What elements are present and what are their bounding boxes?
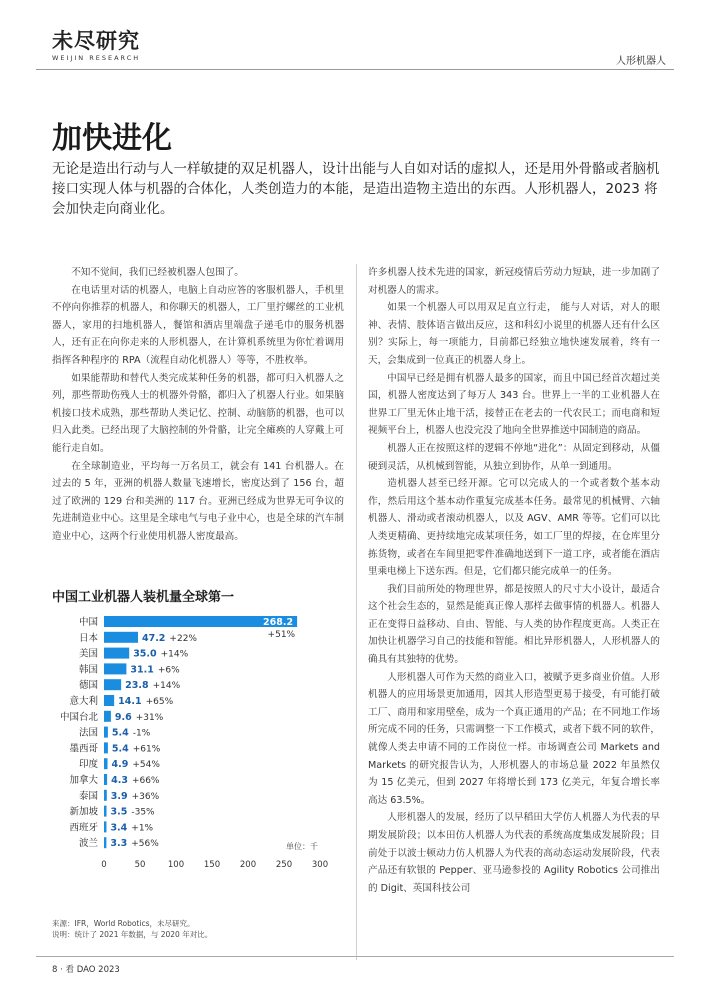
bar xyxy=(104,648,129,659)
growth-label: -1% xyxy=(132,728,151,739)
column-divider xyxy=(356,264,357,960)
bar xyxy=(104,679,121,690)
lead-paragraph: 无论是造出行动与人一样敏捷的双足机器人，设计出能与人自如对话的虚拟人，还是用外骨骼或者脑机接口实现人体与机器的合体化，人类创造力的本能，是造出造物主造出的东西。人形机器人，2023 将会加快走向商业化。 xyxy=(52,161,660,217)
growth-label: +14% xyxy=(152,681,181,692)
right-paragraph-8: 人形机器人的发展，经历了以早稻田大学仿人机器人为代表的早期发展阶段；以本田仿人机器人为代表的系统高度集成发展阶段；目前处于以波士顿动力仿人机器人为代表的高动态运动发展阶段，代表产品还有软银的 Pepper、亚马逊参投的 Agility Robotics 公司推出的 Digit、英国科技公司 xyxy=(368,812,660,894)
bar xyxy=(104,821,106,832)
left-paragraph-1: 不知不觉间，我们已经被机器人包围了。 xyxy=(71,267,244,278)
header-divider xyxy=(36,69,674,70)
page-footer: 8 · 看 DAO 2023 xyxy=(52,965,120,975)
page-title: 加快进化 xyxy=(52,121,172,156)
right-paragraph-6: 我们目前所处的物理世界，都是按照人的尺寸大小设计，最适合这个社会生态的，显然是能真正像人那样去做事情的机器人。机器人正在变得日益移动、自由、智能、与人类的协作程度更高。人类正在加快让机器学习自己的技能和智能。相比异形机器人，人形机器人的确具有其独特的优势。 xyxy=(368,583,660,666)
bar xyxy=(104,695,114,706)
left-paragraph-2: 在电话里对话的机器人，电脑上自动应答的客服机器人，手机里不停向你推荐的机器人，和你聊天的机器人，工厂里拧螺丝的工业机器人，家用的扫地机器人，餐馆和酒店里端盘子递毛巾的服务机器人，还有正在向你走来的人形机器人，在计算机系统里为你忙着调用指挥各种程序的 RPA（流程自动化机器人）等等，不胜枚举。 xyxy=(52,284,344,366)
growth-label: +1% xyxy=(131,823,154,834)
growth-label: +56% xyxy=(131,839,159,850)
chart-source-note: 来源：IFR，World Robotics，未尽研究。 xyxy=(52,919,195,928)
category-label: 意大利 xyxy=(69,696,98,707)
right-column xyxy=(368,264,660,897)
x-tick-label: 100 xyxy=(167,860,185,870)
value-label: 3.5 xyxy=(110,806,128,818)
value-label: 3.9 xyxy=(110,790,128,802)
growth-label: +65% xyxy=(145,697,174,707)
growth-label: +31% xyxy=(135,712,164,723)
category-label: 泰国 xyxy=(78,790,98,802)
growth-label: +36% xyxy=(131,791,160,802)
value-label: 23.8 xyxy=(125,680,149,692)
value-label: 4.3 xyxy=(111,775,128,786)
bar xyxy=(104,727,108,738)
growth-label: +6% xyxy=(157,665,180,676)
section-label: 人形机器人 xyxy=(616,56,666,67)
growth-label: +22% xyxy=(169,633,197,644)
value-label: 5.4 xyxy=(111,743,129,755)
logo-english-text: WEIJIN RESEARCH xyxy=(52,54,141,62)
left-column xyxy=(52,264,344,546)
bar xyxy=(104,790,107,801)
logo-chinese-text: 未尽研究 xyxy=(52,28,140,53)
bar xyxy=(104,742,108,753)
x-tick-label: 250 xyxy=(275,860,293,870)
bar xyxy=(104,806,107,817)
category-label: 日本 xyxy=(78,632,98,644)
x-tick-label: 0 xyxy=(101,860,107,870)
left-paragraph-4: 在全球制造业，平均每一万名员工，就会有 141 台机器人。在过去的 5 年，亚洲的机器人数量飞速增长，密度达到了 156 台，超过了欧洲的 129 台和美洲的 117 台。亚洲已经成为世界无可争议的先进制造业中心。这里是全球电气与电子业中心，也是全球的汽车制造业中心，这两个行业使用机器人密度最高。 xyxy=(52,460,344,542)
bar xyxy=(104,632,138,643)
x-tick-label: 150 xyxy=(203,860,221,870)
right-paragraph-1: 许多机器人技术先进的国家，新冠疫情后劳动力短缺，进一步加剧了对机器人的需求。 xyxy=(368,267,660,296)
chart-title: 中国工业机器人装机量全球第一 xyxy=(52,590,235,605)
chart-explanation-note: 说明：统计了 2021 年数据，与 2020 年对比。 xyxy=(52,930,213,939)
category-label: 加拿大 xyxy=(69,775,98,786)
category-label: 波兰 xyxy=(78,838,98,850)
growth-label: +54% xyxy=(132,760,160,771)
category-label: 德国 xyxy=(78,680,98,692)
bar xyxy=(104,711,111,722)
value-label: 14.1 xyxy=(118,696,142,707)
x-tick-label: 50 xyxy=(134,860,146,870)
growth-label: +61% xyxy=(132,744,161,755)
growth-label: +14% xyxy=(160,649,189,660)
bar-chart xyxy=(40,610,340,890)
bar xyxy=(104,837,106,848)
value-label: 35.0 xyxy=(133,648,157,660)
value-label: 5.4 xyxy=(111,727,129,739)
category-label: 法国 xyxy=(78,727,98,739)
right-paragraph-5: 造机器人甚至已经开源。它可以完成人的一个或者数个基本动作，然后用这个基本动作重复完成基本任务。最常见的机械臂、六轴机器人、滑动或者滚动机器人，以及 AGV、AMR 等等。它们可以比人类更精确、更持续地完成某项任务，如工厂里的焊接，在仓库里分拣货物，或者在车间里把零件准确地送到下一道工序，或者能在酒店里乘电梯上下送东西。但是，它们都只能完成单一的任务。 xyxy=(368,478,660,578)
category-label: 新加坡 xyxy=(69,806,98,818)
bar xyxy=(104,758,108,769)
value-label: 3.3 xyxy=(110,838,128,850)
value-label: 268.2 xyxy=(263,617,294,628)
value-label: 3.4 xyxy=(110,822,128,834)
category-label: 西班牙 xyxy=(69,822,98,834)
value-label: 4.9 xyxy=(111,759,129,771)
publisher-logo xyxy=(52,30,140,62)
left-paragraph-3: 如果能帮助和替代人类完成某种任务的机器，都可归入机器人之列，那些帮助伤残人士的机器外骨骼，都归入了机器人行业。如果脑机接口技术成熟，那些帮助人类记忆、控制、动脑筋的机器，也可以归入此类。已经出现了大脑控制的外骨骼，让完全瘫痪的人穿戴上可能行走自如。 xyxy=(52,372,344,454)
footer-divider xyxy=(36,956,674,957)
value-label: 9.6 xyxy=(114,711,132,723)
bar xyxy=(104,663,126,674)
category-label: 中国 xyxy=(78,617,98,628)
category-label: 墨西哥 xyxy=(69,743,98,755)
x-tick-label: 300 xyxy=(311,860,329,870)
right-paragraph-2: 如果一个机器人可以用双足直立行走， 能与人对话，对人的眼神、表情、肢体语言做出反应，这和科幻小说里的机器人还有什么区别？实际上，每一项能力，目前都已经独立地快速发展着，终有一天，会集成到一位真正的机器人身上。 xyxy=(368,302,660,366)
chart-footnotes xyxy=(52,918,212,940)
value-label: 47.2 xyxy=(141,632,166,644)
category-label: 中国台北 xyxy=(59,711,98,723)
category-label: 印度 xyxy=(78,759,98,771)
category-label: 美国 xyxy=(78,648,98,660)
value-label: 31.1 xyxy=(130,664,154,676)
right-paragraph-7: 人形机器人可作为天然的商业入口，被赋予更多商业价值。人形机器人的应用场景更加通用，因其人形造型更易于接受，有可能打破工厂、商用和家用壁垒，成为一个真正通用的产品；在不同地工作场所完成不同的任务，只需调整一下工作模式，或者下载不同的软件，就像人类去申请不同的工作岗位一样。市场调查公司 Markets and Markets 的研究报告认为，人形机器人的市场总量 2022 年虽然仅为 15 亿美元，但到 2027 年将增长到 173 亿美元，年复合增长率高达 63.5%。 xyxy=(368,671,660,806)
bar xyxy=(104,774,107,785)
right-paragraph-4: 机器人正在按照这样的逻辑不停地“进化”：从固定到移动，从僵硬到灵活，从机械到智能，从独立到协作，从单一到通用。 xyxy=(368,442,660,472)
growth-label: -35% xyxy=(131,807,155,818)
x-tick-label: 200 xyxy=(239,860,257,870)
unit-label: 单位：千 xyxy=(286,842,318,851)
growth-label: +51% xyxy=(267,630,296,640)
growth-label: +66% xyxy=(131,776,160,786)
right-paragraph-3: 中国早已经是拥有机器人最多的国家，而且中国已经首次超过美国，机器人密度达到了每万人 343 台。世界上一半的工业机器人在世界工厂里无休止地干活，接替正在老去的一代农民工；而电商和短视频平台上，机器人也没完没了地向全世界推送中国制造的商品。 xyxy=(368,372,660,437)
category-label: 韩国 xyxy=(78,664,98,676)
